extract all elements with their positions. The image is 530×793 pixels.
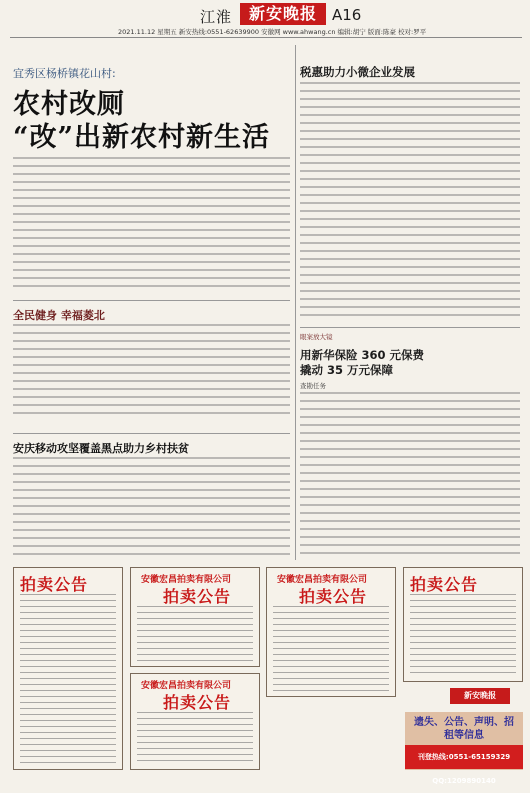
story1-title-line1: 农村改厕 — [13, 89, 125, 120]
auction-ad-1-title: 拍卖公告 — [20, 575, 89, 594]
divider — [300, 327, 520, 328]
masthead-logo: 新安晚报 — [240, 3, 326, 25]
auction-ad-5 — [403, 567, 523, 682]
right1-title: 税惠助力小微企业发展 — [300, 65, 415, 79]
auction-ad-2-title: 拍卖公告 — [163, 587, 232, 606]
masthead-meta: 2021.11.12 星期五 新安热线:0551-62639900 安徽网 www.ahwang.cn 编辑:胡宁 版面:陈豪 校对:罗平 — [118, 28, 427, 36]
auction-ad-4-org: 安徽宏昌拍卖有限公司 — [141, 681, 232, 691]
notice-strip-title: 遗失、公告、声明、招租等信息 — [414, 717, 514, 741]
right1-body-lines — [300, 82, 520, 322]
auction-ad-3-org: 安徽宏昌拍卖有限公司 — [277, 575, 368, 585]
story1-body-lines — [13, 157, 290, 293]
right2-byline: 查勘任务 — [300, 382, 326, 390]
auction-ad-4-lines — [137, 712, 253, 766]
auction-ad-2 — [130, 567, 260, 667]
auction-ad-4-title: 拍卖公告 — [163, 693, 232, 712]
auction-ad-3-lines — [273, 606, 389, 692]
divider — [13, 433, 290, 434]
auction-ad-5-lines — [410, 594, 516, 677]
right2-title-line2: 撬动 35 万元保障 — [300, 363, 394, 377]
masthead-city: 江淮 — [200, 8, 233, 26]
story1-kicker: 宜秀区杨桥镇花山村: — [13, 67, 116, 80]
story3-title: 安庆移动攻坚覆盖黑点助力乡村扶贫 — [13, 442, 189, 455]
masthead-page-number: A16 — [332, 6, 362, 24]
masthead — [0, 0, 530, 40]
column-divider — [295, 45, 296, 560]
right2-body-lines — [300, 392, 520, 557]
auction-ad-5-title: 拍卖公告 — [410, 575, 479, 594]
auction-ad-2-org: 安徽宏昌拍卖有限公司 — [141, 575, 232, 585]
auction-ad-2-lines — [137, 606, 253, 662]
notice-strip — [405, 712, 523, 785]
auction-ad-3-title: 拍卖公告 — [299, 587, 368, 606]
story1-title-line2: “改”出新农村新生活 — [13, 122, 271, 153]
story3-body-lines — [13, 457, 290, 557]
divider — [13, 300, 290, 301]
auction-ad-1-lines — [20, 594, 116, 764]
story2-title: 全民健身 幸福菱北 — [13, 309, 105, 322]
auction-ad-1 — [13, 567, 123, 770]
masthead-rule — [10, 37, 522, 38]
story2-body-lines — [13, 324, 290, 418]
right2-title-line1: 用新华保险 360 元保费 — [300, 348, 425, 362]
auction-ad-4 — [130, 673, 260, 770]
notice-strip-hotline: 刊登热线:0551-65159329 QQ:1209890140 — [405, 745, 523, 769]
right2-kicker: 眼案放大镜 — [300, 333, 333, 341]
mini-logo: 新安晚报 — [450, 688, 510, 704]
auction-ad-3 — [266, 567, 396, 697]
